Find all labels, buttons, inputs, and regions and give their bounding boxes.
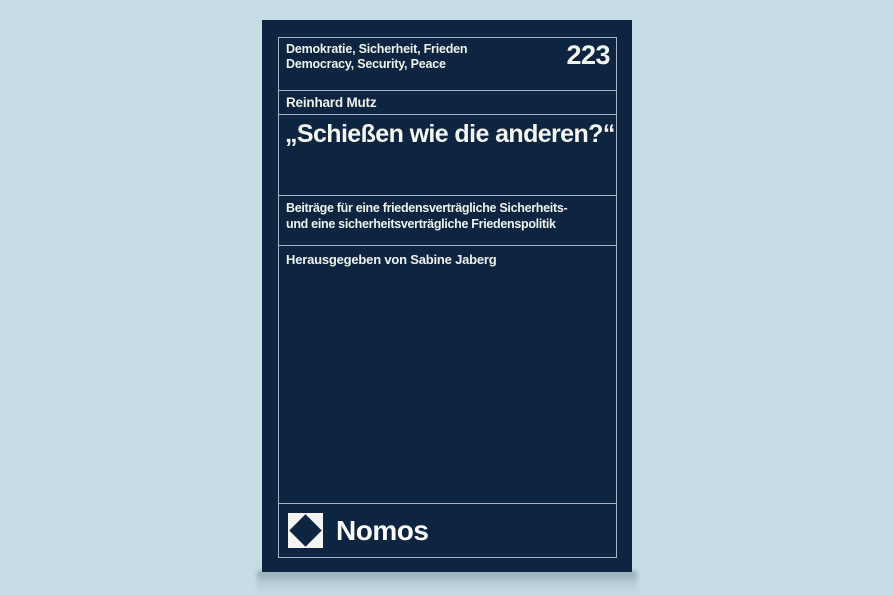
book-title: „Schießen wie die anderen?“ <box>285 120 615 148</box>
series-volume-number: 223 <box>566 40 610 70</box>
subtitle-line-1: Beiträge für eine friedensverträgliche Sicherheits- <box>286 201 568 215</box>
subtitle-line-2: und eine sicherheitsverträgliche Friedenspolitik <box>286 216 556 231</box>
publisher-name: Nomos <box>336 514 429 546</box>
diamond-icon <box>289 514 322 547</box>
nomos-logo-icon <box>288 513 323 548</box>
editor-credit: Herausgegeben von Sabine Jaberg <box>286 252 497 267</box>
book-cover <box>262 20 632 572</box>
author-section <box>279 91 616 115</box>
author-name: Reinhard Mutz <box>286 95 377 110</box>
book-shadow <box>257 571 637 594</box>
series-title-english: Democracy, Security, Peace <box>286 56 446 71</box>
series-section <box>279 38 616 91</box>
publisher-section <box>279 504 616 557</box>
editor-section <box>279 246 616 504</box>
subtitle-section <box>279 196 616 246</box>
cover-frame <box>278 37 617 558</box>
title-section <box>279 115 616 196</box>
series-title-german: Demokratie, Sicherheit, Frieden <box>286 42 468 56</box>
